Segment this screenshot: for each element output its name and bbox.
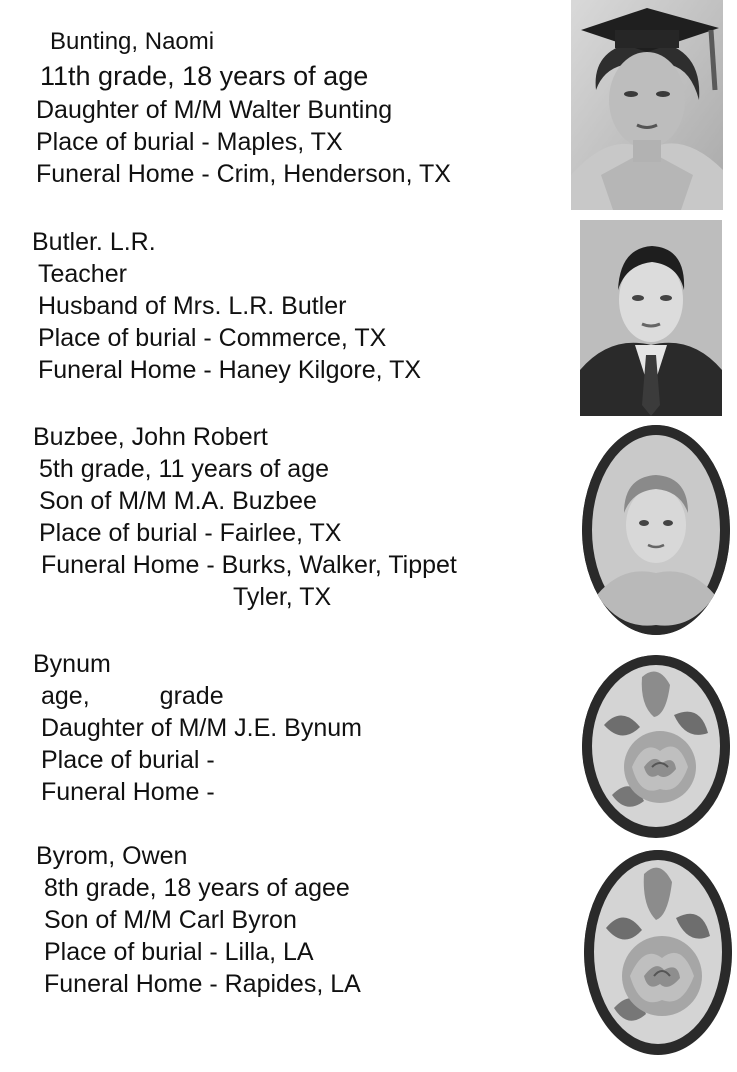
entry-line: Daughter of M/M Walter Bunting (36, 96, 393, 124)
graduate-portrait (571, 0, 723, 210)
age-grade-line (41, 680, 362, 712)
entry-butler (32, 226, 421, 386)
entry-line: Funeral Home - (41, 778, 215, 806)
entry-line: 8th grade, 18 years of agee (44, 874, 350, 902)
entry-name: Byrom, Owen (36, 842, 188, 870)
entry-line: Place of burial - Fairlee, TX (39, 519, 342, 547)
entry-byrom (36, 840, 361, 1000)
entry-line: 5th grade, 11 years of age (39, 455, 330, 483)
entry-line: Teacher (38, 260, 127, 288)
entry-bynum (33, 648, 362, 808)
entry-line: Funeral Home - Haney Kilgore, TX (38, 356, 422, 384)
entry-line: Funeral Home - Rapides, LA (44, 970, 361, 998)
entry-line: Place of burial - Lilla, LA (44, 938, 314, 966)
entry-line: 11th grade, 18 years of age (40, 61, 369, 91)
entry-name: Bynum (33, 650, 111, 678)
entry-line: Funeral Home - Burks, Walker, Tippet (41, 551, 457, 579)
entry-line: Place of burial - Commerce, TX (38, 324, 387, 352)
boy-oval-portrait (582, 425, 730, 635)
entry-name: Butler. L.R. (32, 228, 156, 256)
entry-line: Daughter of M/M J.E. Bynum (41, 714, 362, 742)
entry-line: Tyler, TX (233, 583, 332, 611)
man-portrait (580, 220, 722, 416)
rose-oval (584, 850, 732, 1055)
entry-line: Place of burial - Maples, TX (36, 128, 343, 156)
entry-line: Son of M/M Carl Byron (44, 906, 297, 934)
grade-label: grade (159, 682, 224, 710)
entry-name: Bunting, Naomi (50, 28, 215, 55)
entry-line: Place of burial - (41, 746, 215, 774)
age-label: age, (41, 682, 90, 710)
entry-name: Buzbee, John Robert (33, 423, 268, 451)
rose-oval (582, 655, 730, 838)
entry-bunting (36, 26, 451, 190)
entry-buzbee (33, 421, 457, 613)
entry-line: Son of M/M M.A. Buzbee (39, 487, 317, 515)
entry-line: Funeral Home - Crim, Henderson, TX (36, 160, 451, 188)
entry-line: Husband of Mrs. L.R. Butler (38, 292, 347, 320)
